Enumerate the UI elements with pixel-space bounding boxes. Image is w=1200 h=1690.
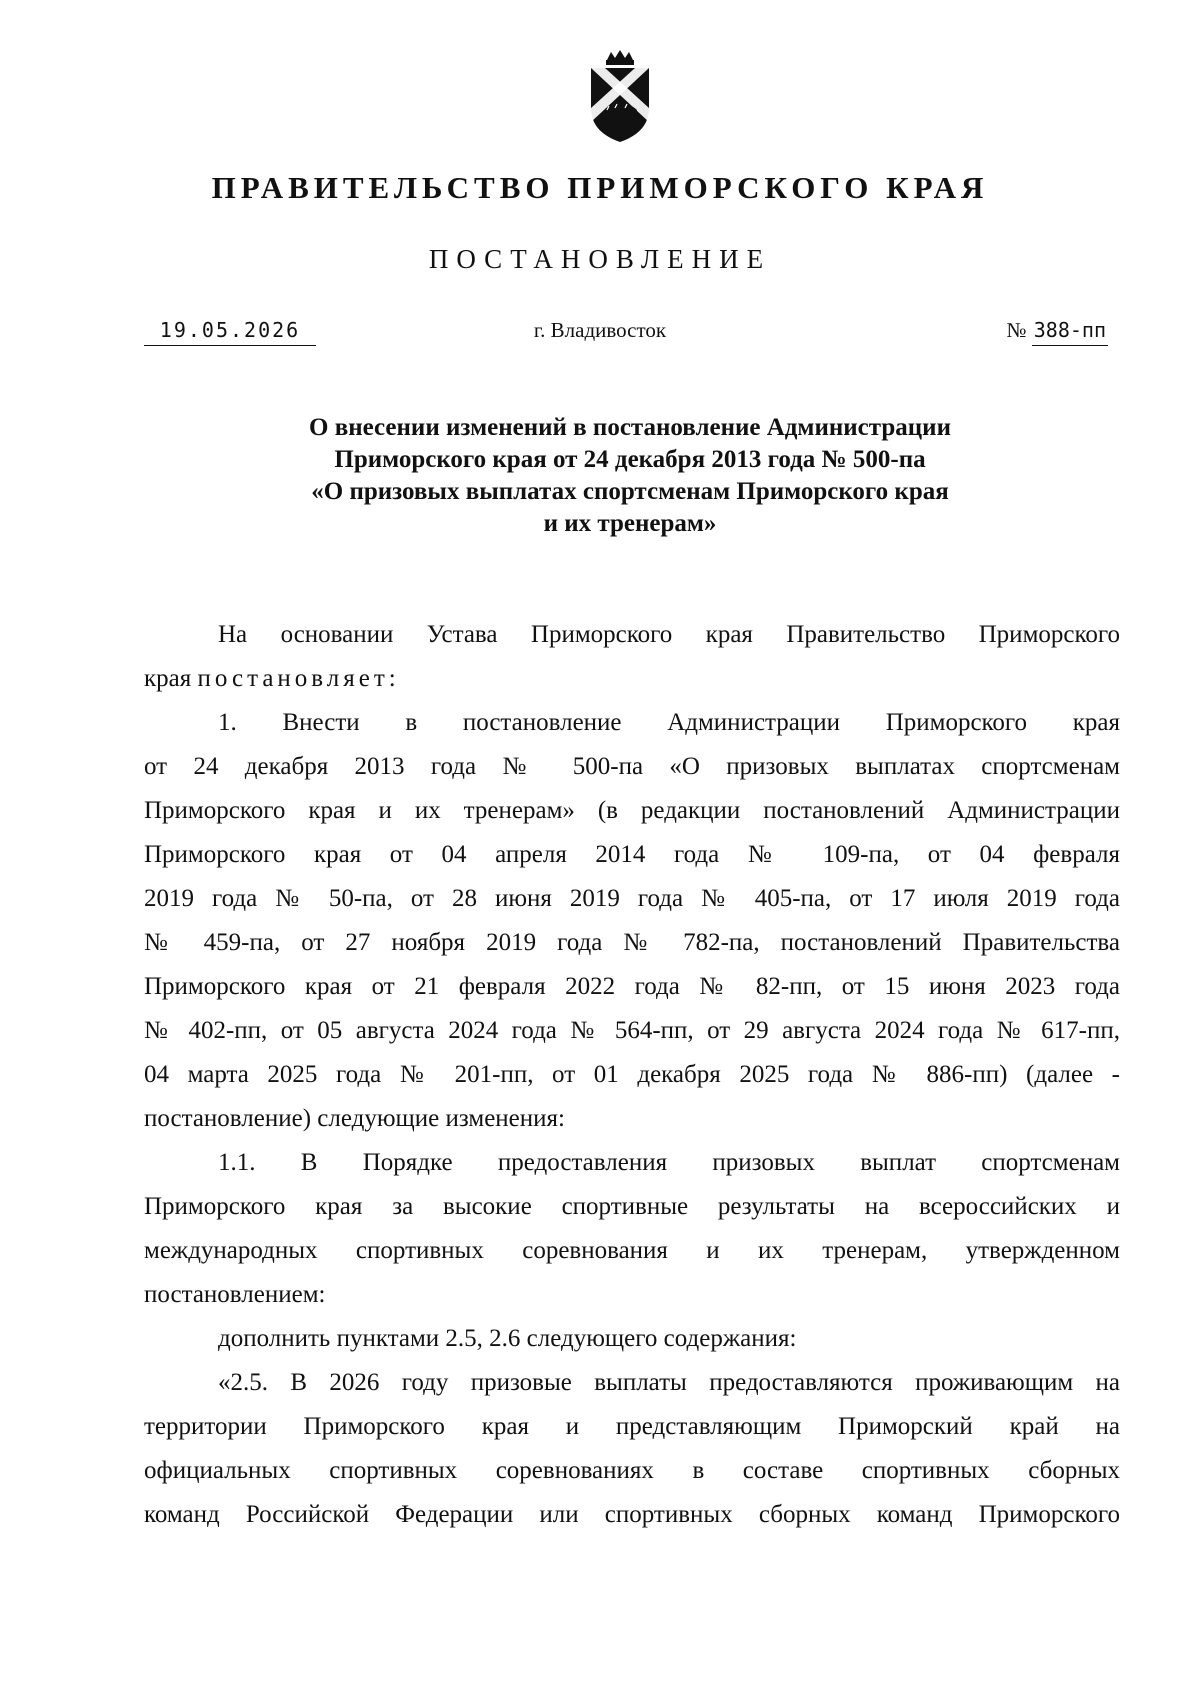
document-city: г. Владивосток	[533, 318, 667, 342]
body-line: 2019 года № 50-па, от 28 июня 2019 года № 405-па, от 17 июля 2019 года	[144, 885, 1120, 912]
organization-name: ПРАВИТЕЛЬСТВО ПРИМОРСКОГО КРАЯ	[211, 170, 989, 205]
body-line: Приморского края и их тренерам» (в редакции постановлений Администрации	[144, 797, 1120, 824]
title-line: и их тренерам»	[543, 510, 717, 537]
resolves-word: постановляет:	[197, 665, 400, 692]
body-line: Приморского края от 04 апреля 2014 года № 109-па, от 04 февраля	[144, 841, 1120, 868]
body-line: официальных спортивных соревнованиях в составе спортивных сборных	[144, 1457, 1120, 1484]
title-line: «О призовых выплатах спортсменам Приморского края	[311, 478, 949, 505]
document-number	[1006, 318, 1108, 343]
coat-of-arms-icon	[585, 50, 655, 144]
body-line: № 459-па, от 27 ноября 2019 года № 782-па, постановлений Правительства	[144, 929, 1120, 956]
title-line: Приморского края от 24 декабря 2013 года № 500-па	[334, 446, 926, 473]
body-line: постановлением:	[144, 1281, 326, 1308]
body-line: от 24 декабря 2013 года № 500-па «О призовых выплатах спортсменам	[144, 753, 1120, 780]
body-line: постановление) следующие изменения:	[144, 1105, 565, 1132]
body-line: 04 марта 2025 года № 201-пп, от 01 декабря 2025 года № 886-пп) (далее -	[144, 1061, 1120, 1088]
body-line: № 402-пп, от 05 августа 2024 года № 564-пп, от 29 августа 2024 года № 617-пп,	[144, 1017, 1120, 1044]
body-line: территории Приморского края и представляющим Приморский край на	[144, 1413, 1120, 1440]
number-value: 388-пп	[1032, 318, 1108, 346]
title-line: О внесении изменений в постановление Администрации	[309, 414, 951, 441]
document-type: ПОСТАНОВЛЕНИЕ	[428, 244, 772, 274]
document-date: 19.05.2026	[144, 318, 316, 346]
body-line: На основании Устава Приморского края Правительство Приморского	[218, 621, 1120, 648]
body-line	[144, 657, 1120, 701]
body-line: 1.1. В Порядке предоставления призовых выплат спортсменам	[218, 1149, 1120, 1176]
body-word: края	[144, 665, 192, 692]
body-line: «2.5. В 2026 году призовые выплаты предоставляются проживающим на	[218, 1369, 1120, 1396]
document-title	[140, 412, 1120, 540]
body-line: 1. Внести в постановление Администрации Приморского края	[218, 709, 1120, 736]
body-line: дополнить пунктами 2.5, 2.6 следующего содержания:	[218, 1325, 797, 1352]
body-line: Приморского края за высокие спортивные результаты на всероссийских и	[144, 1193, 1120, 1220]
body-line: международных спортивных соревнования и их тренерам, утвержденном	[144, 1237, 1120, 1264]
document-body	[144, 613, 1120, 1537]
body-line: команд Российской Федерации или спортивных сборных команд Приморского	[144, 1501, 1120, 1528]
number-prefix: №	[1006, 318, 1027, 342]
body-line: Приморского края от 21 февраля 2022 года № 82-пп, от 15 июня 2023 года	[144, 973, 1120, 1000]
